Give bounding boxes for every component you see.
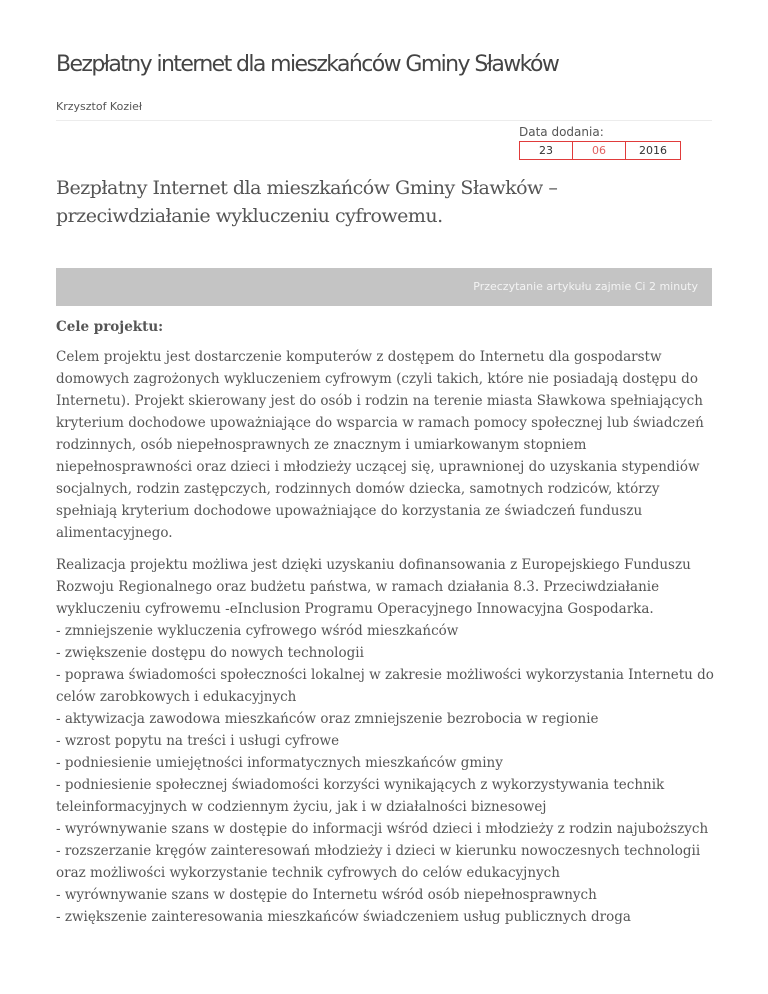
list-item: - wyrównywanie szans w dostępie do informacji wśród dzieci i młodzieży z rodzin najuboższych <box>56 821 709 837</box>
date-cells <box>519 141 680 160</box>
author-name[interactable]: Krzysztof Kozieł <box>56 100 143 113</box>
list-item: - wzrost popytu na treści i usługi cyfrowe <box>56 733 340 749</box>
date-month: 06 <box>572 141 626 160</box>
list-item: - rozszerzanie kręgów zainteresowań młodzieży i dzieci w kierunku nowoczesnych technologii oraz możliwości wykorzystanie technik cyfrowych do celów edukacyjnych <box>56 843 701 881</box>
list-item: - wyrównywanie szans w dostępie do Internetu wśród osób niepełnosprawnych <box>56 887 597 903</box>
date-year: 2016 <box>625 141 681 160</box>
paragraph-goal: Celem projektu jest dostarczenie komputerów z dostępem do Internetu dla gospodarstw domowych zagrożonych wykluczeniem cyfrowym (czyli takich, które nie posiadają dostępu do Internetu). Projekt skierowany jest do osób i rodzin na terenie miasta Sławkowa spełniających kryterium dochodowe upoważniające do wsparcia w ramach pomocy społecznej lub świadczeń rodzinnych, osób niepełnosprawnych ze znacznym i umiarkowanym stopniem niepełnosprawności oraz dzieci i młodzieży uczącej się, uprawnionej do uzyskania stypendiów socjalnych, rodzin zastępczych, rodzinnych domów dziecka, samotnych rodziców, którzy spełniają kryterium dochodowe upoważniające do korzystania ze świadczeń funduszu alimentacyjnego. <box>56 349 704 541</box>
list-item: - zwiększenie zainteresowania mieszkańców świadczeniem usług publicznych droga <box>56 909 631 925</box>
date-day: 23 <box>519 141 573 160</box>
list-item: - podniesienie umiejętności informatycznych mieszkańców gminy <box>56 755 503 771</box>
funding-text: Realizacja projektu możliwa jest dzięki uzyskaniu dofinansowania z Europejskiego Funduszu Rozwoju Regionalnego oraz budżetu państwa, w ramach działania 8.3. Przeciwdziałanie wykluczeniu cyfrowemu -eInclusion Programu Operacyjnego Innowacyjna Gospodarka. <box>56 557 691 617</box>
header-divider <box>56 120 712 121</box>
paragraph-funding <box>56 554 720 928</box>
page-title: Bezpłatny internet dla mieszkańców Gminy Sławków <box>56 52 559 77</box>
article-subtitle: Bezpłatny Internet dla mieszkańców Gminy Sławków – przeciwdziałanie wykluczeniu cyfrowemu. <box>56 177 558 227</box>
list-item: - aktywizacja zawodowa mieszkańców oraz zmniejszenie bezrobocia w regionie <box>56 711 599 727</box>
section-heading: Cele projektu: <box>56 319 164 335</box>
list-item: - zmniejszenie wykluczenia cyfrowego wśród mieszkańców <box>56 623 459 639</box>
date-label: Data dodania: <box>519 125 604 139</box>
article-body <box>56 316 720 938</box>
list-item: - poprawa świadomości społeczności lokalnej w zakresie możliwości wykorzystania Internetu do celów zarobkowych i edukacyjnych <box>56 667 714 705</box>
reading-time-bar <box>56 268 712 306</box>
reading-time-text: Przeczytanie artykułu zajmie Ci 2 minuty <box>473 280 698 293</box>
list-item: - zwiększenie dostępu do nowych technologii <box>56 645 364 661</box>
publish-date <box>519 124 680 160</box>
list-item: - podniesienie społecznej świadomości korzyści wynikających z wykorzystywania technik teleinformacyjnych w codziennym życiu, jak i w działalności biznesowej <box>56 777 665 815</box>
